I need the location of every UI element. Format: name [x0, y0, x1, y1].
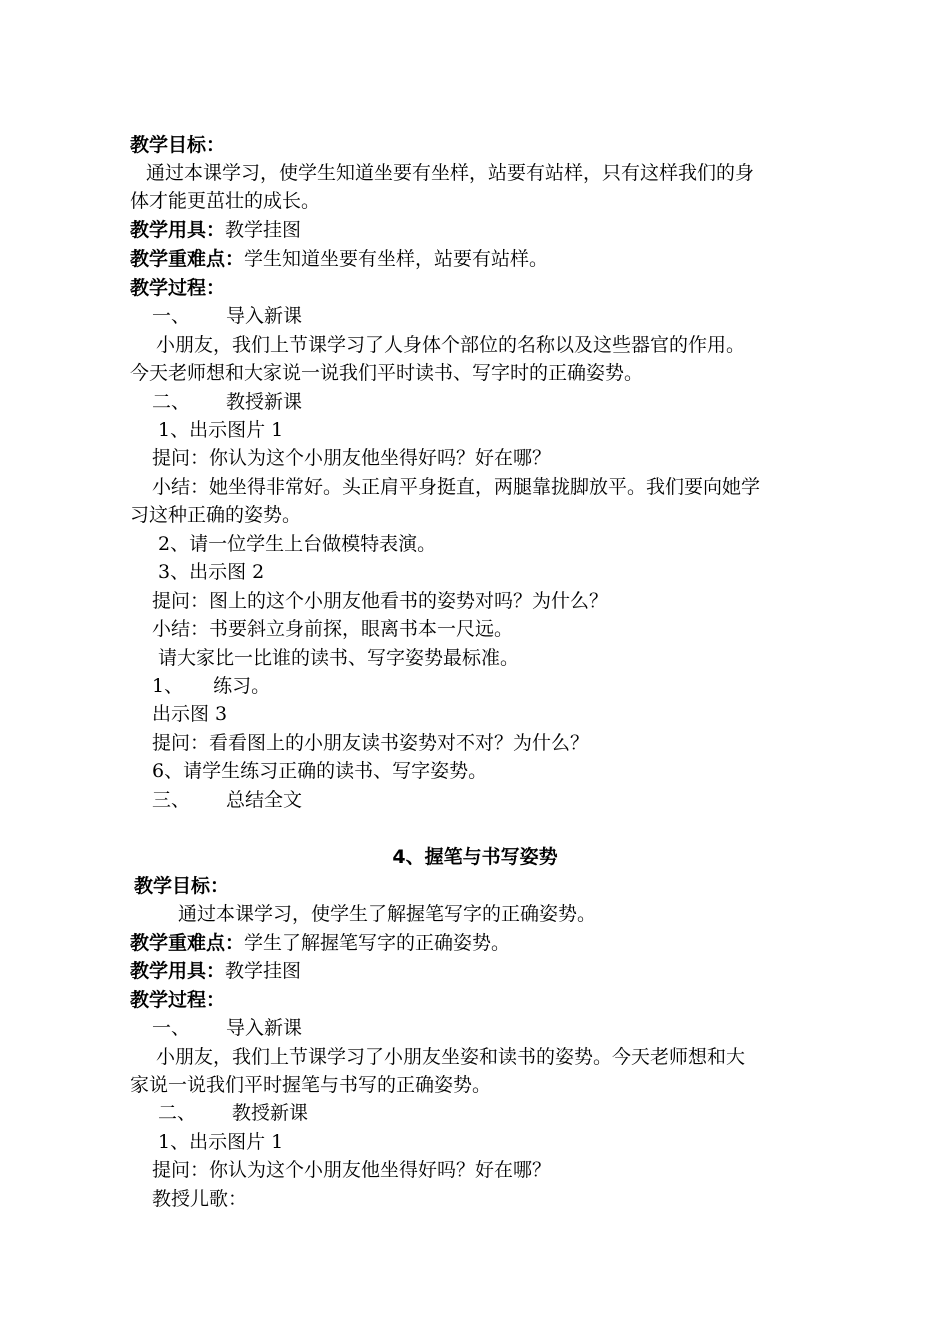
l4-tools-row	[130, 957, 830, 985]
l3-difficulty-text: 学生知道坐要有坐样，站要有站样。	[244, 248, 549, 270]
l3-tools-label: 教学用具：	[130, 219, 226, 241]
l4-difficulty-row	[130, 929, 830, 957]
l3-practice-num: 1、	[152, 675, 184, 697]
l3-section-1-text-2: 今天老师想和大家说一说我们平时读书、写字时的正确姿势。	[130, 362, 644, 384]
l3-item-6: 6、请学生练习正确的读书、写字姿势。	[152, 760, 488, 782]
l4-song-label: 教授儿歌：	[152, 1188, 248, 1210]
l3-question-3: 提问：看看图上的小朋友读书姿势对不对？为什么？	[152, 732, 590, 754]
l3-section-2-heading	[152, 388, 852, 416]
l4-item-1: 1、出示图片 1	[158, 1131, 284, 1153]
l4-section-1-num: 一、	[152, 1017, 191, 1039]
l4-section-1-heading	[152, 1014, 852, 1042]
l3-section-2-num: 二、	[152, 391, 191, 413]
l3-goal-label: 教学目标：	[130, 134, 226, 156]
l3-process-label: 教学过程：	[130, 277, 226, 299]
l3-tools-row	[130, 216, 830, 244]
l4-tools-label: 教学用具：	[130, 960, 226, 982]
l3-summary-2: 小结：书要斜立身前探，眼离书本一尺远。	[152, 618, 514, 640]
l4-goal-label: 教学目标：	[134, 875, 230, 897]
l3-compare: 请大家比一比谁的读书、写字姿势最标准。	[158, 647, 520, 669]
l3-practice-heading	[152, 672, 852, 700]
l3-section-2-title: 教授新课	[226, 391, 303, 413]
l3-section-1-text-1: 小朋友，我们上节课学习了人身体个部位的名称以及这些器官的作用。	[156, 334, 746, 356]
l4-goal-text: 通过本课学习，使学生了解握笔写字的正确姿势。	[178, 903, 597, 925]
l4-question-1: 提问：你认为这个小朋友他坐得好吗？好在哪？	[152, 1159, 552, 1181]
l4-section-1-text-2: 家说一说我们平时握笔与书写的正确姿势。	[130, 1074, 492, 1096]
l3-goal-text-2: 体才能更茁壮的成长。	[130, 190, 321, 212]
l3-difficulty-row	[130, 245, 830, 273]
l3-item-2: 2、请一位学生上台做模特表演。	[158, 533, 437, 555]
l3-section-3-heading	[152, 786, 852, 814]
l4-difficulty-label: 教学重难点：	[130, 932, 245, 954]
l3-section-3-title: 总结全文	[226, 789, 303, 811]
l3-tools-text: 教学挂图	[225, 219, 302, 241]
l3-question-2: 提问：图上的这个小朋友他看书的姿势对吗？为什么？	[152, 590, 609, 612]
l3-difficulty-label: 教学重难点：	[130, 248, 245, 270]
l3-section-3-num: 三、	[152, 789, 191, 811]
l3-goal-text-1: 通过本课学习，使学生知道坐要有坐样，站要有站样，只有这样我们的身	[146, 162, 755, 184]
l4-title: 4、握笔与书写姿势	[392, 846, 558, 868]
l4-section-2-num: 二、	[158, 1102, 197, 1124]
l4-section-2-heading	[158, 1099, 858, 1127]
l3-section-1-title: 导入新课	[226, 305, 303, 327]
l4-section-1-title: 导入新课	[226, 1017, 303, 1039]
l3-practice-title: 练习。	[213, 675, 271, 697]
l3-question-1: 提问：你认为这个小朋友他坐得好吗？好在哪？	[152, 447, 552, 469]
l4-process-label: 教学过程：	[130, 989, 226, 1011]
l3-summary-1-line-1: 小结：她坐得非常好。头正肩平身挺直，两腿靠拢脚放平。我们要向她学	[152, 476, 761, 498]
l3-section-1-num: 一、	[152, 305, 191, 327]
l4-section-1-text-1: 小朋友，我们上节课学习了小朋友坐姿和读书的姿势。今天老师想和大	[156, 1046, 746, 1068]
l4-section-2-title: 教授新课	[232, 1102, 309, 1124]
l3-item-3: 3、出示图 2	[158, 561, 265, 583]
l3-section-1-heading	[152, 302, 852, 330]
l3-show-3: 出示图 3	[152, 703, 228, 725]
l4-tools-text: 教学挂图	[225, 960, 302, 982]
l3-item-1: 1、出示图片 1	[158, 419, 284, 441]
l4-difficulty-text: 学生了解握笔写字的正确姿势。	[244, 932, 511, 954]
l3-summary-1-line-2: 习这种正确的姿势。	[130, 504, 302, 526]
